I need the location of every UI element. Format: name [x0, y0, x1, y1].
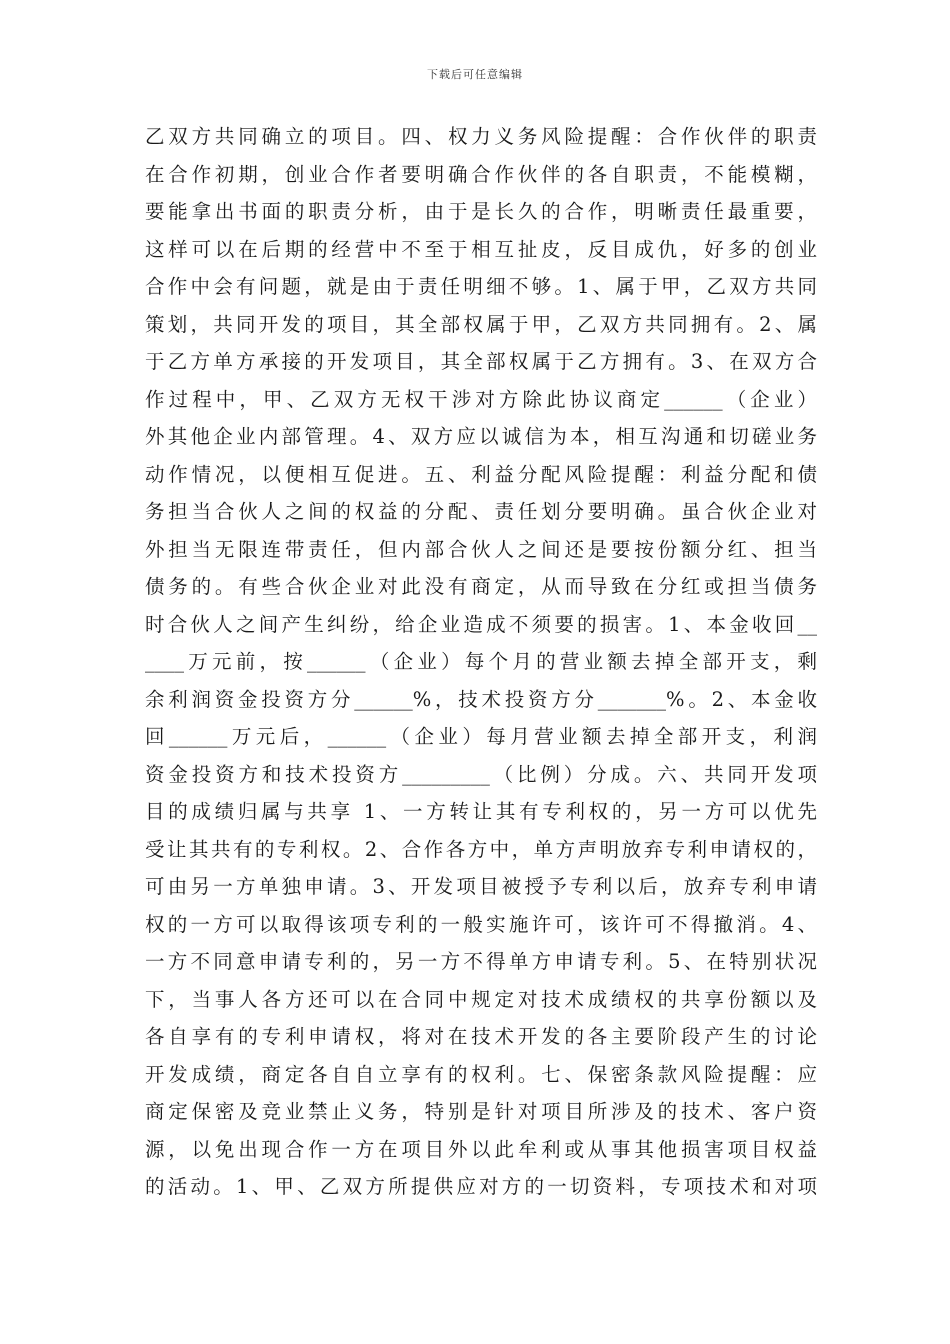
body-text-line: 权的一方可以取得该项专利的一般实施许可，该许可不得撤消。4、 — [145, 912, 817, 936]
document-body — [145, 118, 817, 1206]
body-text-line: 目的成绩归属与共享 1、一方转让其有专利权的，另一方可以优先 — [145, 800, 817, 823]
body-text-line: 受让其共有的专利权。2、合作各方中，单方声明放弃专利申请权的， — [145, 837, 817, 861]
body-text-line: ____万元前，按______（企业）每个月的营业额去掉全部开支，剩 — [145, 650, 817, 673]
body-text-line: 回______万元后，______（企业）每月营业额去掉全部开支，利润 — [145, 725, 817, 748]
body-text-line: 合作中会有问题，就是由于责任明细不够。1、属于甲，乙双方共同 — [145, 275, 817, 298]
page-header: 下载后可任意编辑 — [427, 68, 523, 81]
body-text-line: 余利润资金投资方分______%，技术投资方分_______%。2、本金收 — [145, 687, 817, 711]
body-text-line: 在合作初期，创业合作者要明确合作伙伴的各自职责，不能模糊， — [145, 162, 817, 186]
body-text-line: 开发成绩，商定各自自立享有的权利。七、保密条款风险提醒：应 — [145, 1062, 817, 1086]
body-text-line: 下，当事人各方还可以在合同中规定对技术成绩权的共享份额以及 — [145, 987, 817, 1011]
body-text-line: 外其他企业内部管理。4、双方应以诚信为本，相互沟通和切磋业务 — [145, 425, 817, 448]
body-text-line: 的活动。1、甲、乙双方所提供应对方的一切资料，专项技术和对项 — [145, 1175, 817, 1198]
body-text-line: 源，以免出现合作一方在项目外以此牟利或从事其他损害项目权益 — [145, 1137, 817, 1161]
body-text-line: 动作情况，以便相互促进。五、利益分配风险提醒：利益分配和债 — [145, 462, 817, 486]
body-text-line: 作过程中，甲、乙双方无权干涉对方除此协议商定______（企业） — [145, 387, 817, 411]
body-text-line: 要能拿出书面的职责分析，由于是长久的合作，明晰责任最重要， — [145, 200, 817, 223]
body-text-line: 可由另一方单独申请。3、开发项目被授予专利以后，放弃专利申请 — [145, 875, 817, 898]
body-text-line: 各自享有的专利申请权，将对在技术开发的各主要阶段产生的讨论 — [145, 1025, 817, 1048]
body-text-line: 策划，共同开发的项目，其全部权属于甲，乙双方共同拥有。2、属 — [145, 312, 817, 336]
body-text-line: 时合伙人之间产生纠纷，给企业造成不须要的损害。1、本金收回__ — [145, 612, 817, 636]
body-text-line: 外担当无限连带责任，但内部合伙人之间还是要按份额分红、担当 — [145, 537, 817, 561]
body-text-line: 债务的。有些合伙企业对此没有商定，从而导致在分红或担当债务 — [145, 575, 817, 598]
body-text-line: 乙双方共同确立的项目。四、权力义务风险提醒：合作伙伴的职责 — [145, 125, 817, 148]
body-text-line: 资金投资方和技术投资方_________（比例）分成。六、共同开发项 — [145, 762, 817, 786]
body-text-line: 这样可以在后期的经营中不至于相互扯皮，反目成仇，好多的创业 — [145, 237, 817, 261]
body-text-line: 务担当合伙人之间的权益的分配、责任划分要明确。虽合伙企业对 — [145, 500, 817, 523]
body-text-line: 于乙方单方承接的开发项目，其全部权属于乙方拥有。3、在双方合 — [145, 350, 817, 373]
body-text-line: 一方不同意申请专利的，另一方不得单方申请专利。5、在特别状况 — [145, 950, 817, 973]
body-text-line: 商定保密及竞业禁止义务，特别是针对项目所涉及的技术、客户资 — [145, 1100, 817, 1123]
